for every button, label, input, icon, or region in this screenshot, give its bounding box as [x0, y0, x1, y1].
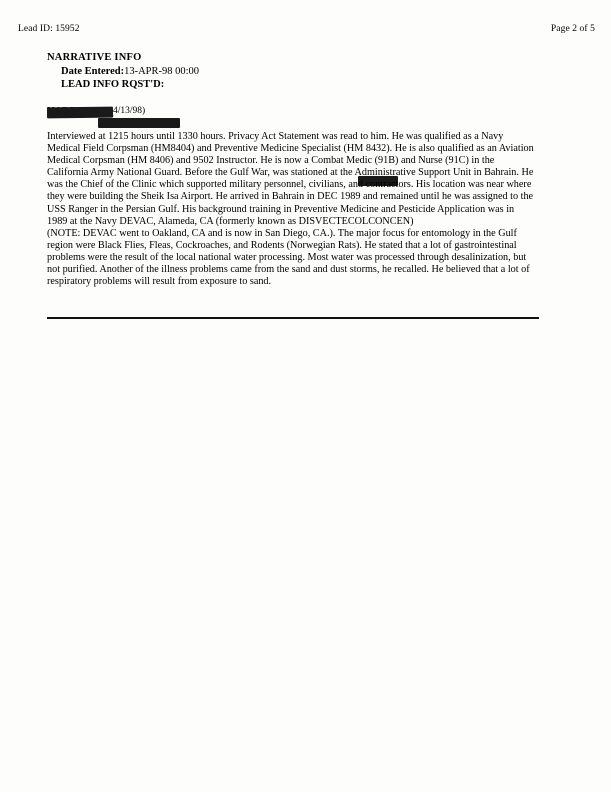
lead-info-rqstd-label: LEAD INFO RQST'D:	[61, 79, 165, 90]
date-entered-value: 13-APR-98 00:00	[124, 66, 200, 77]
section-title: NARRATIVE INFO	[47, 52, 142, 63]
page-indicator: Page 2 of 5	[550, 24, 595, 34]
section-divider	[47, 317, 539, 319]
redacted-name-interviewed	[98, 118, 180, 128]
lead-id-label: Lead ID:	[18, 24, 53, 34]
page-header	[18, 24, 595, 34]
lead-id	[18, 24, 80, 34]
narrative-block	[47, 92, 537, 288]
date-entered-label: Date Entered:	[61, 66, 125, 77]
narrative-date-stamp: 4/13/98)	[113, 106, 146, 116]
narrative-info-section	[47, 52, 537, 288]
lead-info-rqstd-field	[47, 79, 537, 90]
lead-id-value: 15952	[55, 24, 80, 34]
narrative-paragraph-2: (NOTE: DEVAC went to Oakland, CA and is now in San Diego, CA.). The major focus for entomology in the Gulf region were Black Flies, Fleas, Cockroaches, and Rodents (Norwegian Rats). He stated that a lot of gastrointestinal problems were the result of the local national water processing. Most water was processed through desalinization, but not purified. Another of the illness problems came from the sand and dust storms, he recalled. He believed that a lot of respiratory problems will result from exposure to sand.	[47, 227, 530, 288]
redacted-name-narrative	[47, 107, 113, 119]
date-entered-field	[47, 66, 537, 77]
narrative-paragraph-1: Interviewed at 1215 hours until 1330 hours. Privacy Act Statement was read to him. He was qualified as a Navy Medical Field Corpsman (HM8404) and Preventive Medicine Specialist (HM 8432). He is also qualified as an Aviation Medical Corpsman (HM 8406) and 9502 Instructor. He is now a Combat Medic (91B) and Nurse (91C) in the California Army National Guard. Before the Gulf War, was stationed at the Administrative Support Unit in Bahrain. He was the Chief of the Clinic which supported military personnel, civilians, and contractors. His location was near where they were building the Sheik Isa Airport. He arrived in Bahrain in DEC 1989 and remained until he was assigned to the USS Ranger in the Persian Gulf. His background training in Preventive Medicine and Pesticide Application was in 1989 at the Navy DEVAC, Alameda, CA (formerly known as DISVECTECOLCONCEN)	[47, 131, 534, 227]
